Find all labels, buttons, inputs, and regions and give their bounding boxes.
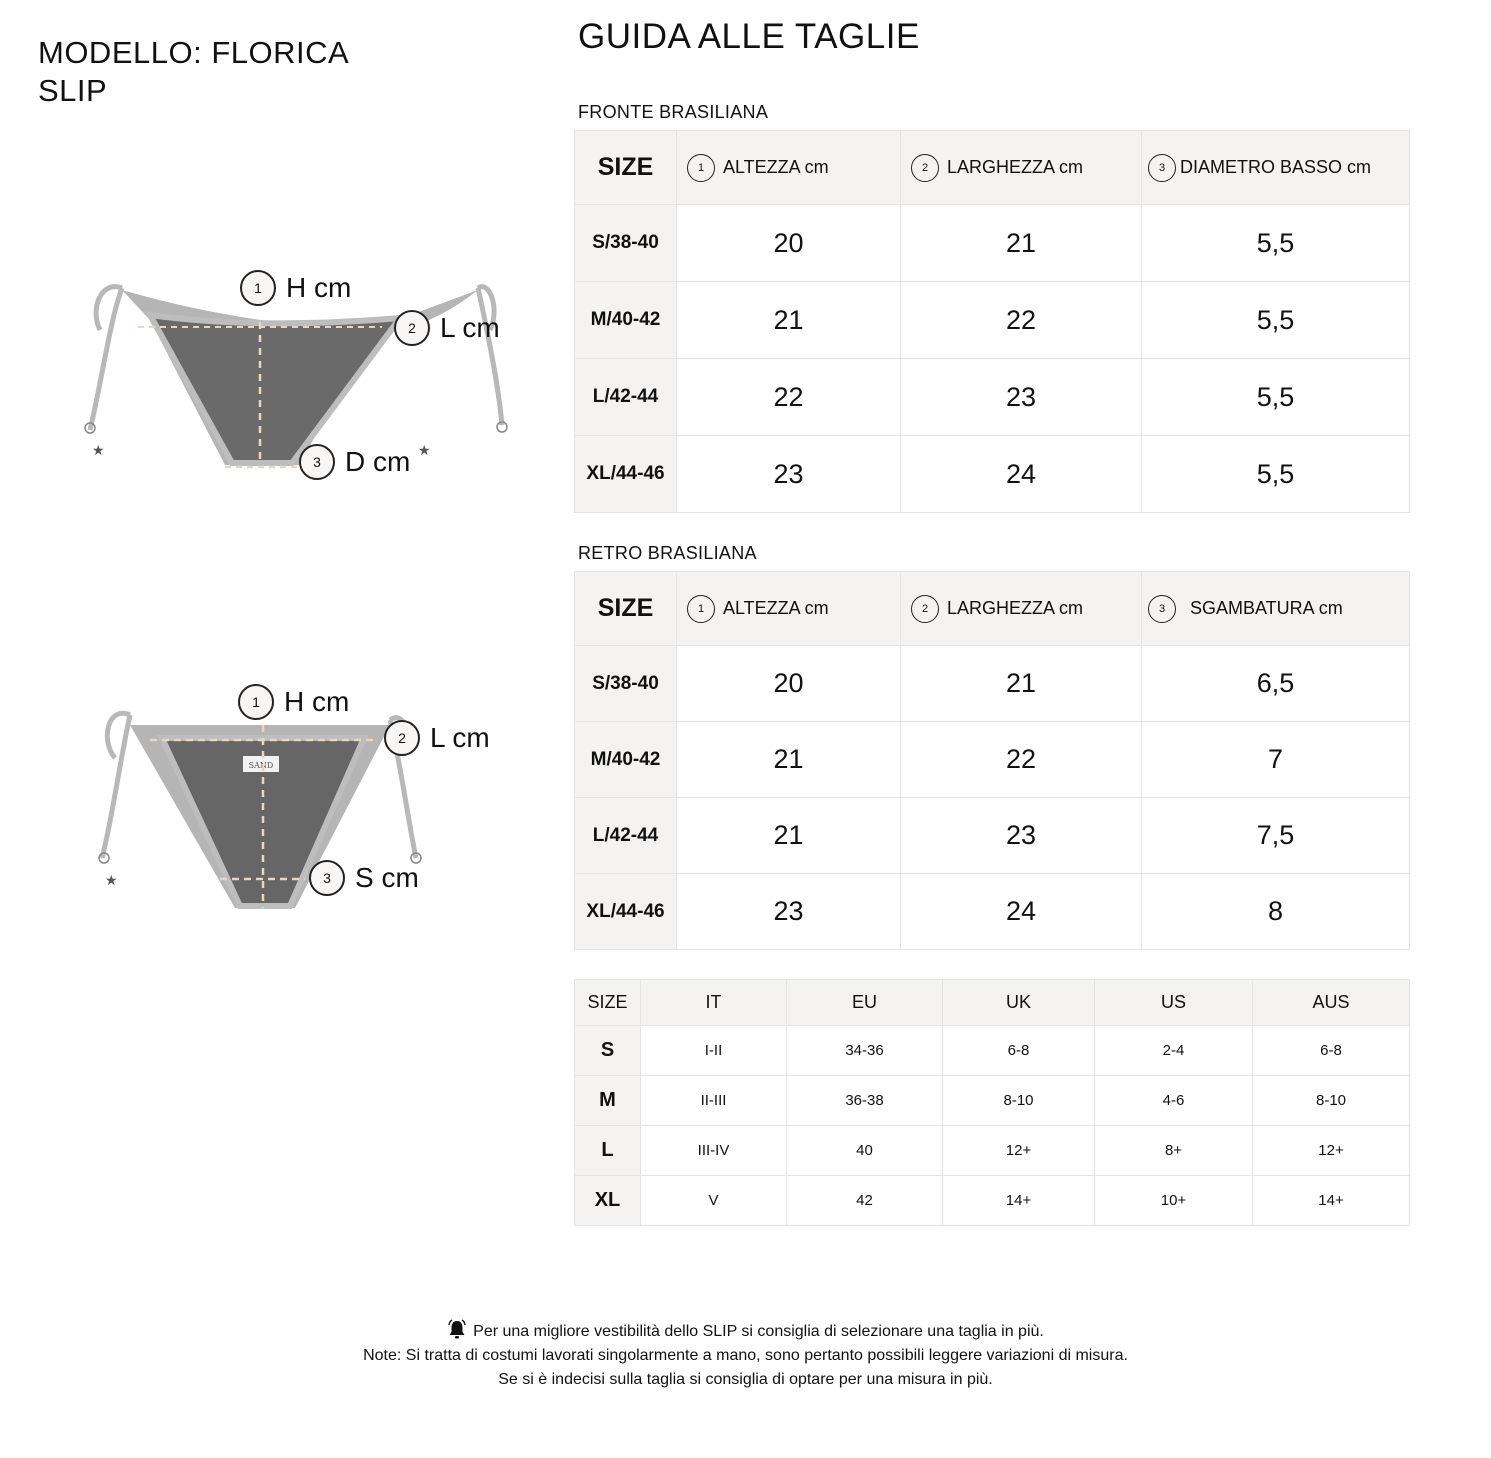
back-leg-label: 3 S cm bbox=[309, 860, 419, 896]
notes bbox=[0, 1318, 1491, 1392]
front-diameter-label: 3 D cm bbox=[299, 444, 410, 480]
number-1-icon: 1 bbox=[238, 684, 274, 720]
header-larghezza: 2 LARGHEZZA cm bbox=[901, 572, 1142, 646]
header-altezza: 1 ALTEZZA cm bbox=[677, 572, 901, 646]
front-width-label: 2 L cm bbox=[394, 310, 500, 346]
cell-aus: 8-10 bbox=[1253, 1076, 1410, 1126]
cell-size: S bbox=[575, 1026, 641, 1076]
header-aus: AUS bbox=[1253, 980, 1410, 1026]
note-handmade: Note: Si tratta di costumi lavorati singolarmente a mano, sono pertanto possibili leggere variazioni di misura. bbox=[363, 1347, 1128, 1364]
cell-size: XL bbox=[575, 1176, 641, 1226]
number-2-icon: 2 bbox=[384, 720, 420, 756]
number-2-icon: 2 bbox=[911, 595, 939, 623]
cell-col3: 5,5 bbox=[1142, 205, 1410, 282]
cell-larghezza: 24 bbox=[901, 436, 1142, 513]
cell-size: L/42-44 bbox=[575, 798, 677, 874]
cell-altezza: 21 bbox=[677, 282, 901, 359]
cell-eu: 36-38 bbox=[787, 1076, 943, 1126]
cell-larghezza: 24 bbox=[901, 874, 1142, 950]
header-us: US bbox=[1095, 980, 1253, 1026]
header-size: SIZE bbox=[575, 572, 677, 646]
cell-col3: 7,5 bbox=[1142, 798, 1410, 874]
cell-altezza: 23 bbox=[677, 874, 901, 950]
table-row bbox=[575, 722, 1410, 798]
cell-size: M bbox=[575, 1076, 641, 1126]
cell-eu: 40 bbox=[787, 1126, 943, 1176]
table-row bbox=[575, 1176, 1410, 1226]
cell-size: XL/44-46 bbox=[575, 436, 677, 513]
table-row bbox=[575, 646, 1410, 722]
header-size: SIZE bbox=[575, 131, 677, 205]
cell-col3: 5,5 bbox=[1142, 436, 1410, 513]
cell-col3: 5,5 bbox=[1142, 282, 1410, 359]
page-title: GUIDA ALLE TAGLIE bbox=[578, 17, 920, 56]
front-diagram bbox=[70, 260, 520, 480]
table-row bbox=[575, 798, 1410, 874]
cell-size: XL/44-46 bbox=[575, 874, 677, 950]
cell-it: III-IV bbox=[641, 1126, 787, 1176]
cell-uk: 6-8 bbox=[943, 1026, 1095, 1076]
header-larghezza: 2 LARGHEZZA cm bbox=[901, 131, 1142, 205]
table-header-row bbox=[575, 131, 1410, 205]
cell-eu: 34-36 bbox=[787, 1026, 943, 1076]
table-header-row bbox=[575, 980, 1410, 1026]
back-diagram bbox=[90, 680, 520, 910]
number-1-icon: 1 bbox=[687, 154, 715, 182]
note-undecided: Se si è indecisi sulla taglia si consiglia di optare per una misura in più. bbox=[498, 1371, 993, 1388]
cell-size: S/38-40 bbox=[575, 646, 677, 722]
cell-it: V bbox=[641, 1176, 787, 1226]
cell-uk: 8-10 bbox=[943, 1076, 1095, 1126]
cell-it: II-III bbox=[641, 1076, 787, 1126]
header-eu: EU bbox=[787, 980, 943, 1026]
table-row bbox=[575, 1126, 1410, 1176]
front-size-table bbox=[574, 130, 1410, 513]
cell-it: I-II bbox=[641, 1026, 787, 1076]
table-header-row bbox=[575, 572, 1410, 646]
cell-eu: 42 bbox=[787, 1176, 943, 1226]
header-it: IT bbox=[641, 980, 787, 1026]
cell-aus: 12+ bbox=[1253, 1126, 1410, 1176]
cell-larghezza: 21 bbox=[901, 646, 1142, 722]
cell-size: S/38-40 bbox=[575, 205, 677, 282]
cell-altezza: 21 bbox=[677, 798, 901, 874]
svg-text:★: ★ bbox=[418, 443, 431, 459]
size-conversion-table bbox=[574, 979, 1410, 1226]
back-width-label: 2 L cm bbox=[384, 720, 490, 756]
cell-size: M/40-42 bbox=[575, 282, 677, 359]
table-row bbox=[575, 1026, 1410, 1076]
model-name: MODELLO: FLORICA bbox=[38, 35, 350, 70]
cell-aus: 6-8 bbox=[1253, 1026, 1410, 1076]
cell-col3: 7 bbox=[1142, 722, 1410, 798]
bell-icon bbox=[447, 1318, 467, 1340]
cell-col3: 6,5 bbox=[1142, 646, 1410, 722]
cell-aus: 14+ bbox=[1253, 1176, 1410, 1226]
number-1-icon: 1 bbox=[240, 270, 276, 306]
cell-us: 10+ bbox=[1095, 1176, 1253, 1226]
header-size: SIZE bbox=[575, 980, 641, 1026]
cell-larghezza: 22 bbox=[901, 722, 1142, 798]
cell-us: 2-4 bbox=[1095, 1026, 1253, 1076]
fit-advice: Per una migliore vestibilità dello SLIP si consiglia di selezionare una taglia in più. bbox=[0, 1318, 1491, 1344]
header-altezza: 1 ALTEZZA cm bbox=[677, 131, 901, 205]
cell-larghezza: 22 bbox=[901, 282, 1142, 359]
cell-uk: 14+ bbox=[943, 1176, 1095, 1226]
front-height-label: 1 H cm bbox=[240, 270, 351, 306]
number-2-icon: 2 bbox=[911, 154, 939, 182]
number-1-icon: 1 bbox=[687, 595, 715, 623]
model-title bbox=[38, 34, 349, 110]
number-2-icon: 2 bbox=[394, 310, 430, 346]
cell-us: 4-6 bbox=[1095, 1076, 1253, 1126]
back-height-label: 1 H cm bbox=[238, 684, 349, 720]
svg-text:★: ★ bbox=[92, 443, 105, 459]
table-row bbox=[575, 282, 1410, 359]
back-size-table bbox=[574, 571, 1410, 950]
number-3-icon: 3 bbox=[1148, 595, 1176, 623]
brand-tag: SAND bbox=[248, 761, 274, 770]
cell-altezza: 21 bbox=[677, 722, 901, 798]
cell-size: M/40-42 bbox=[575, 722, 677, 798]
cell-us: 8+ bbox=[1095, 1126, 1253, 1176]
number-3-icon: 3 bbox=[309, 860, 345, 896]
cell-size: L/42-44 bbox=[575, 359, 677, 436]
cell-larghezza: 21 bbox=[901, 205, 1142, 282]
note-prefix: Note: bbox=[363, 1347, 402, 1364]
cell-altezza: 20 bbox=[677, 646, 901, 722]
cell-altezza: 22 bbox=[677, 359, 901, 436]
cell-uk: 12+ bbox=[943, 1126, 1095, 1176]
cell-size: L bbox=[575, 1126, 641, 1176]
header-sgambatura: 3 SGAMBATURA cm bbox=[1142, 572, 1410, 646]
header-uk: UK bbox=[943, 980, 1095, 1026]
table-row bbox=[575, 359, 1410, 436]
cell-altezza: 23 bbox=[677, 436, 901, 513]
cell-altezza: 20 bbox=[677, 205, 901, 282]
table-row bbox=[575, 1076, 1410, 1126]
cell-larghezza: 23 bbox=[901, 359, 1142, 436]
front-section-label: FRONTE BRASILIANA bbox=[578, 102, 769, 122]
table-row bbox=[575, 205, 1410, 282]
cell-col3: 5,5 bbox=[1142, 359, 1410, 436]
table-row bbox=[575, 874, 1410, 950]
header-diametro: 3 DIAMETRO BASSO cm bbox=[1142, 131, 1410, 205]
cell-larghezza: 23 bbox=[901, 798, 1142, 874]
back-section-label: RETRO BRASILIANA bbox=[578, 543, 757, 563]
model-type: SLIP bbox=[38, 73, 108, 108]
number-3-icon: 3 bbox=[1148, 154, 1176, 182]
number-3-icon: 3 bbox=[299, 444, 335, 480]
svg-text:★: ★ bbox=[105, 873, 118, 889]
cell-col3: 8 bbox=[1142, 874, 1410, 950]
table-row bbox=[575, 436, 1410, 513]
